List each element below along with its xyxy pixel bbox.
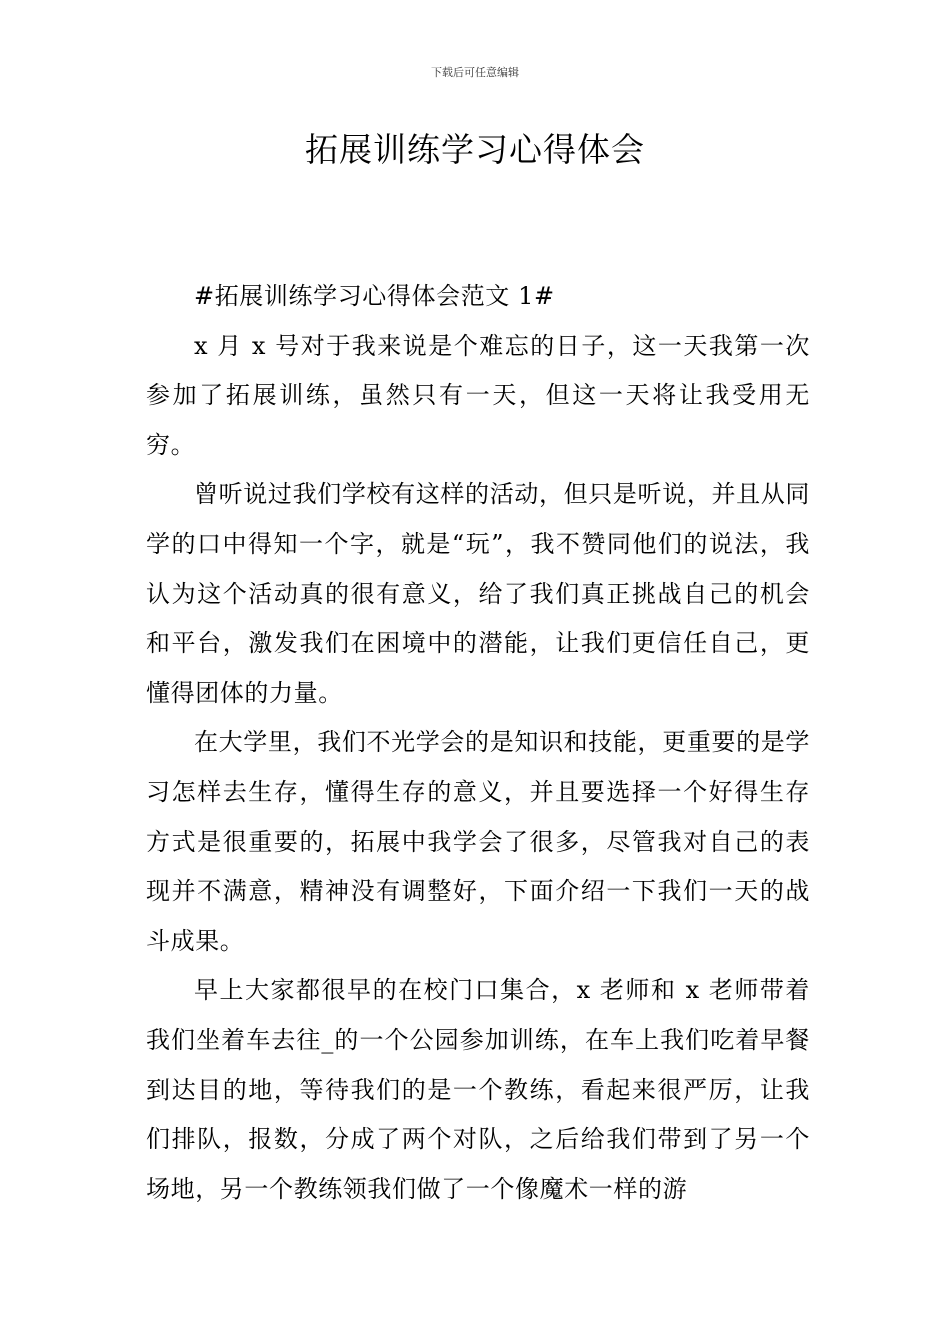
document-body	[146, 272, 810, 1214]
paragraph-3: 在大学里，我们不光学会的是知识和技能，更重要的是学习怎样去生存，懂得生存的意义，并且要选择一个好得生存方式是很重要的，拓展中我学会了很多，尽管我对自己的表现并不满意，精神没有调整好，下面介绍一下我们一天的战斗成果。	[146, 728, 810, 955]
page-header-note: 下载后可任意编辑	[431, 66, 519, 79]
paragraph-2: 曾听说过我们学校有这样的活动，但只是听说，并且从同学的口中得知一个字，就是“玩”，我不赞同他们的说法，我认为这个活动真的很有意义，给了我们真正挑战自己的机会和平台，激发我们在困境中的潜能，让我们更信任自己，更懂得团体的力量。	[146, 480, 810, 707]
paragraph-1: x 月 x 号对于我来说是个难忘的日子，这一天我第一次参加了拓展训练，虽然只有一天，但这一天将让我受用无穷。	[146, 331, 810, 459]
paragraph-4: 早上大家都很早的在校门口集合，x 老师和 x 老师带着我们坐着车去往_的一个公园参加训练，在车上我们吃着早餐到达目的地，等待我们的是一个教练，看起来很严厉，让我们排队，报数，分成了两个对队，之后给我们带到了另一个场地，另一个教练领我们做了一个像魔术一样的游	[146, 976, 810, 1203]
section-heading: #拓展训练学习心得体会范文 1#	[194, 282, 555, 310]
document-title: 拓展训练学习心得体会	[305, 130, 645, 169]
